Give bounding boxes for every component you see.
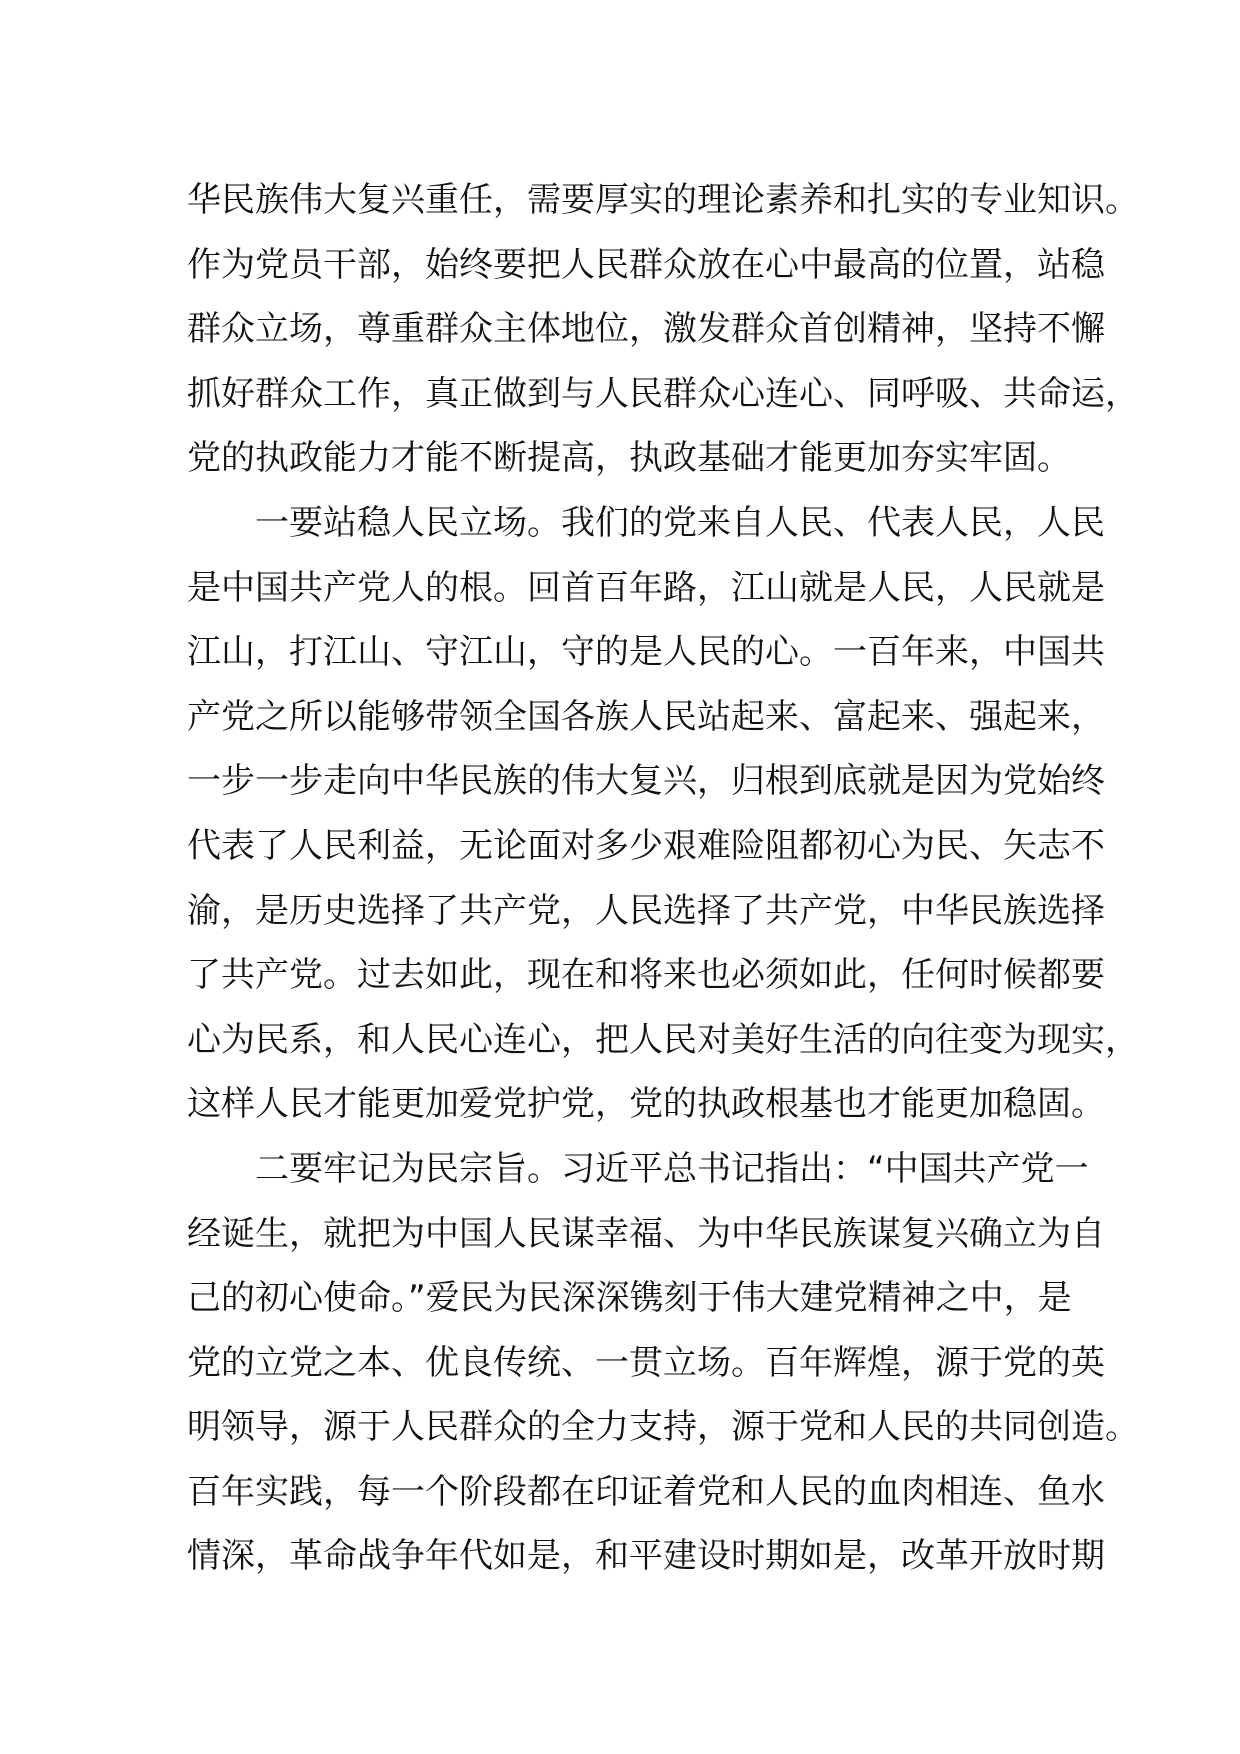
text-line: 百年实践，每一个阶段都在印证着党和人民的血肉相连、鱼水 — [187, 1471, 1105, 1512]
body-text — [187, 168, 1139, 1589]
paragraph-start-line: 一要站稳人民立场。我们的党来自人民、代表人民，人民 — [255, 502, 1105, 543]
text-line: 产党之所以能够带领全国各族人民站起来、富起来、强起来， — [187, 696, 1105, 737]
text-line: 经诞生，就把为中国人民谋幸福、为中华民族谋复兴确立为自 — [187, 1213, 1105, 1254]
text-line: 心为民系，和人民心连心，把人民对美好生活的向往变为现实， — [187, 1019, 1139, 1060]
text-line: 一步一步走向中华民族的伟大复兴，归根到底就是因为党始终 — [187, 761, 1105, 802]
text-line: 了共产党。过去如此，现在和将来也必须如此，任何时候都要 — [187, 955, 1105, 996]
text-line: 渝，是历史选择了共产党，人民选择了共产党，中华民族选择 — [187, 890, 1105, 931]
text-line: 群众立场，尊重群众主体地位，激发群众首创精神，坚持不懈 — [187, 309, 1105, 350]
text-line: 明领导，源于人民群众的全力支持，源于党和人民的共同创造。 — [187, 1407, 1139, 1448]
text-line: 作为党员干部，始终要把人民群众放在心中最高的位置，站稳 — [187, 244, 1105, 285]
text-line: 党的执政能力才能不断提高，执政基础才能更加夯实牢固。 — [187, 438, 1071, 479]
text-line: 抓好群众工作，真正做到与人民群众心连心、同呼吸、共命运， — [187, 373, 1139, 414]
text-line: 代表了人民利益，无论面对多少艰难险阻都初心为民、矢志不 — [187, 825, 1105, 866]
text-line: 这样人民才能更加爱党护党，党的执政根基也才能更加稳固。 — [187, 1084, 1105, 1125]
text-line: 党的立党之本、优良传统、一贯立场。百年辉煌，源于党的英 — [187, 1342, 1105, 1383]
text-line: 己的初心使命。”爱民为民深深镌刻于伟大建党精神之中，是 — [187, 1278, 1072, 1319]
paragraph-start-line: 二要牢记为民宗旨。习近平总书记指出：“中国共产党一 — [255, 1148, 1089, 1189]
text-line: 情深，革命战争年代如是，和平建设时期如是，改革开放时期 — [187, 1536, 1105, 1577]
text-line: 江山，打江山、守江山，守的是人民的心。一百年来，中国共 — [187, 632, 1105, 673]
text-line: 是中国共产党人的根。回首百年路，江山就是人民，人民就是 — [187, 567, 1105, 608]
text-line: 华民族伟大复兴重任，需要厚实的理论素养和扎实的专业知识。 — [187, 180, 1139, 220]
